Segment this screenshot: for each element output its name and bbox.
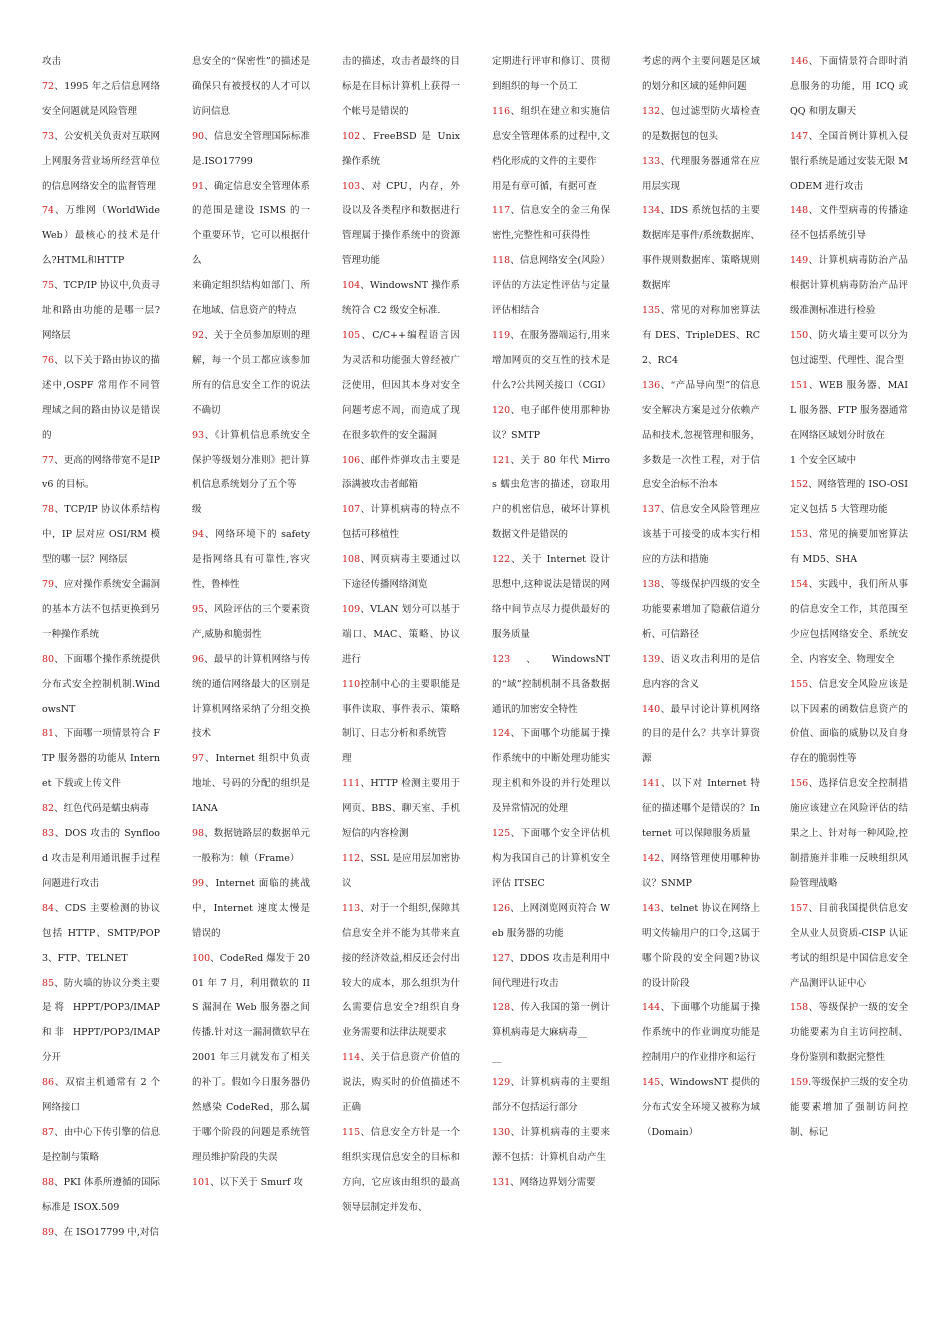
question-number: 128 xyxy=(492,1002,511,1014)
document-page xyxy=(42,50,917,1300)
question-number: 159 xyxy=(790,1077,809,1089)
text-column xyxy=(42,50,160,1246)
question-number: 118 xyxy=(492,255,511,267)
question-number: 95 xyxy=(192,603,205,615)
question-text: 、数据链路层的数据单元一般称为：帧（Frame） xyxy=(192,828,310,864)
question-text: 、信息安全方针是一个组织实现信息安全的目标和方向，它应该由组织的最高领导层制定并发布、 xyxy=(342,1126,460,1213)
question-text: 、PKI 体系所遵循的国际标准是 ISOX.509 xyxy=(42,1176,160,1213)
question-item xyxy=(192,498,310,523)
question-item xyxy=(192,125,310,175)
question-item xyxy=(342,598,460,673)
question-text: 、IDS 系统包括的主要数据库是事件/系统数据库、事件规则数据库、策略规则数据库 xyxy=(642,205,760,292)
question-item xyxy=(642,573,760,648)
question-item xyxy=(790,249,908,324)
question-number: 83 xyxy=(42,828,55,840)
question-item xyxy=(492,50,610,100)
question-item xyxy=(192,274,310,324)
question-text: 、邮件炸弹攻击主要是添满被攻击者邮箱 xyxy=(342,454,460,491)
question-text: 、文件型病毒的传播途径不包括系统引导 xyxy=(790,205,908,242)
question-item xyxy=(342,548,460,598)
question-number: 122 xyxy=(492,554,511,566)
question-text: 、代理服务器通常在应用层实现 xyxy=(642,155,760,192)
question-text: 、关于 Internet 设计思想中,这种说法是错误的网络中间节点尽力提供最好的服务质量 xyxy=(492,554,610,640)
question-item xyxy=(642,374,760,499)
question-number: 143 xyxy=(642,902,661,914)
question-number: 97 xyxy=(192,753,205,765)
question-item xyxy=(192,424,310,499)
question-text: 、计算机病毒的特点不包括可移植性 xyxy=(342,504,460,541)
question-text: 、对 CPU，内存，外设以及各类程序和数据进行管理属于操作系统中的资源管理功能 xyxy=(342,180,460,267)
question-number: 93 xyxy=(192,429,205,441)
question-item xyxy=(42,449,160,499)
question-number: 129 xyxy=(492,1077,511,1089)
question-item xyxy=(492,175,610,200)
question-number: 139 xyxy=(642,653,661,665)
question-text: 、网络边界划分需要 xyxy=(510,1176,596,1188)
question-text: __ xyxy=(492,1052,502,1064)
question-item xyxy=(492,722,610,822)
question-text: 、DDOS 攻击是利用中间代理进行攻击 xyxy=(492,952,610,989)
question-number: 140 xyxy=(642,703,661,715)
question-item xyxy=(342,772,460,847)
question-item xyxy=(642,772,760,847)
question-number: 102 xyxy=(342,130,361,142)
question-text: 、传入我国的第一例计算机病毒是大麻病毒__ xyxy=(492,1002,610,1039)
question-item xyxy=(342,449,460,499)
question-number: 124 xyxy=(492,728,511,740)
question-item xyxy=(192,648,310,748)
question-text: 、计算机病毒的主要组部分不包括运行部分 xyxy=(492,1077,610,1114)
question-item xyxy=(642,897,760,997)
question-item xyxy=(790,996,908,1071)
question-number: 121 xyxy=(492,454,511,466)
question-number: 92 xyxy=(192,329,205,341)
question-number: 157 xyxy=(790,902,809,914)
question-text: 、网页病毒主要通过以下途径传播网络浏览 xyxy=(342,554,460,591)
question-number: 145 xyxy=(642,1077,661,1089)
question-text: 、包过滤型防火墙检查的是数据包的包头 xyxy=(642,105,760,142)
question-item xyxy=(342,747,460,772)
question-number: 120 xyxy=(492,404,511,416)
question-number: 114 xyxy=(342,1052,361,1064)
question-number: 112 xyxy=(342,853,361,864)
question-item xyxy=(42,498,160,573)
question-text: 、CDS 主要检测的协议包括 HTTP、SMTP/POP3、FTP、TELNET xyxy=(42,902,160,964)
question-item xyxy=(342,847,460,897)
question-number: 80 xyxy=(42,653,55,665)
question-text: 来确定组织结构如部门、所在地域、信息资产的特点 xyxy=(192,280,310,317)
question-number: 88 xyxy=(42,1176,55,1188)
question-number: 155 xyxy=(790,678,809,690)
question-item xyxy=(42,199,160,274)
question-text: 、双宿主机通常有 2 个网络接口 xyxy=(42,1077,160,1114)
question-item xyxy=(642,1071,760,1146)
question-text: .等级保护三级的安全功能要素增加了强制访问控制、标记 xyxy=(790,1077,908,1138)
question-number: 134 xyxy=(642,205,661,217)
question-number: 131 xyxy=(492,1176,511,1188)
question-item xyxy=(642,498,760,573)
question-text: 、组织在建立和实施信息安全管理体系的过程中,文档化形成的文件的主要作 xyxy=(492,105,610,167)
question-text: 、SSL 是应用层加密协议 xyxy=(342,853,460,889)
question-item xyxy=(192,50,310,125)
question-text: 、下面哪一项情景符合 FTP 服务器的功能从 Internet 下载或上传文件 xyxy=(42,728,160,790)
question-item xyxy=(642,847,760,897)
question-item xyxy=(492,1171,610,1196)
question-number: 75 xyxy=(42,280,55,292)
question-text: 、选择信息安全控制措施应该建立在风险评估的结果之上、针对每一种风险,控制措施并非唯一反映组织风险管理战略 xyxy=(790,778,908,889)
question-number: 78 xyxy=(42,504,55,516)
question-item xyxy=(790,449,908,474)
question-text: 、电子邮件使用那种协议？SMTP xyxy=(492,404,610,441)
question-item xyxy=(42,648,160,723)
question-item xyxy=(342,498,460,548)
question-item xyxy=(42,50,160,75)
question-text: 、计算机病毒的主要来源不包括：计算机自动产生 xyxy=(492,1126,610,1163)
question-text: 定期进行评审和修订、贯彻到组织的每一个员工 xyxy=(492,56,610,92)
question-text: 、常见的摘要加密算法有 MD5、SHA xyxy=(790,529,908,566)
question-item xyxy=(192,598,310,648)
question-text: 、信息安全风险管理应该基于可接受的成本实行相应的方法和措施 xyxy=(642,504,760,566)
question-text: 、DOS 攻击的 Synflood 攻击是利用通讯握手过程问题进行攻击 xyxy=(42,828,160,889)
question-item xyxy=(492,1046,610,1071)
question-item xyxy=(192,822,310,872)
question-number: 135 xyxy=(642,305,661,317)
question-number: 156 xyxy=(790,778,809,790)
question-number: 148 xyxy=(790,205,809,217)
question-item xyxy=(642,50,760,100)
question-item xyxy=(492,1071,610,1121)
question-item xyxy=(492,897,610,947)
question-item xyxy=(492,399,610,449)
question-item xyxy=(642,100,760,150)
question-item xyxy=(342,673,460,748)
question-item xyxy=(790,897,908,997)
question-number: 74 xyxy=(42,205,55,217)
question-item xyxy=(790,324,908,374)
question-number: 141 xyxy=(642,778,661,790)
question-number: 91 xyxy=(192,180,205,192)
question-number: 126 xyxy=(492,902,511,914)
question-text: 、防火墙主要可以分为包过滤型、代理性、混合型 xyxy=(790,329,908,366)
question-text: 、FreeBSD 是 Unix 操作系统 xyxy=(342,130,460,167)
question-number: 106 xyxy=(342,454,361,466)
question-number: 81 xyxy=(42,728,55,740)
question-item xyxy=(642,698,760,773)
question-text: 、“产品导向型”的信息安全解决方案是过分依赖产品和技术,忽视管理和服务，多数是一次性工程，对于信息安全治标不治本 xyxy=(642,379,760,491)
question-text: 级 xyxy=(192,504,202,516)
question-number: 117 xyxy=(492,205,511,217)
question-number: 132 xyxy=(642,105,661,117)
question-item xyxy=(790,199,908,249)
question-item xyxy=(790,473,908,523)
question-text: 、Internet 面临的挑战中，Internet 速度太慢是错误的 xyxy=(192,877,310,939)
question-text: 、VLAN 划分可以基于端口、MAC、策略、协议进行 xyxy=(342,603,460,665)
question-text: 、确定信息安全管理体系的范围是建设 ISMS 的一个重要环节，它可以根据什么 xyxy=(192,180,310,267)
question-number: 116 xyxy=(492,105,511,117)
question-text: 、《计算机信息系统安全保护等级划分准则》把计算机信息系统划分了五个等 xyxy=(192,429,310,491)
question-text: 、最早的计算机网络与传统的通信网络最大的区别是计算机网络采纳了分组交换技术 xyxy=(192,653,310,740)
question-text: 、计算机病毒防治产品根据计算机病毒防治产品评级准测标准进行检验 xyxy=(790,255,908,317)
question-item xyxy=(492,324,610,399)
question-text: 攻击 xyxy=(42,56,62,67)
question-number: 77 xyxy=(42,454,55,466)
question-item xyxy=(192,1171,310,1196)
question-text: 、下面哪个安全评估机构为我国自己的计算机安全评估 ITSEC xyxy=(492,828,610,889)
question-item xyxy=(342,1121,460,1221)
question-text: 、由中心下传引擎的信息是控制与策略 xyxy=(42,1126,160,1163)
question-text: 、常见的对称加密算法有 DES、TripleDES、RC2、RC4 xyxy=(642,305,760,366)
question-item xyxy=(192,747,310,822)
question-number: 105 xyxy=(342,329,361,341)
question-text: 、WindowsNT 操作系统符合 C2 级安全标准. xyxy=(342,280,460,317)
question-number: 137 xyxy=(642,504,661,516)
question-item xyxy=(492,648,610,723)
question-text: 、信息安全的金三角保密性,完整性和可获得性 xyxy=(492,205,610,242)
question-number: 82 xyxy=(42,803,55,815)
question-text: 、HTTP 检测主要用于网页、BBS、聊天室、手机短信的内容检测 xyxy=(342,778,460,840)
question-item xyxy=(642,199,760,299)
question-number: 100 xyxy=(192,952,211,964)
question-text: 、语义攻击利用的是信息内容的含义 xyxy=(642,653,760,690)
question-item xyxy=(42,822,160,897)
question-item xyxy=(192,523,310,598)
question-text: 、WEB 服务器、MAIL 服务器、FTP 服务器通常在网络区域划分时放在 xyxy=(790,379,908,441)
question-text: 、TCP/IP 协议中,负责寻址和路由功能的是哪一层?网络层 xyxy=(42,280,160,341)
question-number: 87 xyxy=(42,1126,55,1138)
question-item xyxy=(492,947,610,997)
question-text: 、风险评估的三个要素资产,威胁和脆弱性 xyxy=(192,603,310,640)
question-number: 125 xyxy=(492,828,511,840)
question-item xyxy=(42,1071,160,1121)
question-text: 、以下关于路由协议的描述中,OSPF 常用作不同管理域之间的路由协议是错误的 xyxy=(42,354,160,441)
question-number: 142 xyxy=(642,853,661,864)
question-text: 、下面情景符合即时消息服务的功能，用 ICQ 或 QQ 和朋友聊天 xyxy=(790,56,908,117)
question-number: 138 xyxy=(642,579,661,591)
question-item xyxy=(492,1121,610,1171)
question-number: 72 xyxy=(42,80,55,92)
question-item xyxy=(42,972,160,1072)
question-text: 、Internet 组织中负责地址、号码的分配的组织是 IANA xyxy=(192,753,310,815)
question-text: 、下面哪个功能属于操作系统中的中断处理功能实现主机和外设的并行处理以及异常情况的处理 xyxy=(492,728,610,815)
question-item xyxy=(492,100,610,175)
question-text: 、信息安全管理国际标准是.ISO17799 xyxy=(192,130,310,167)
question-text: 、WindowsNT 的“域”控制机制不具备数据通讯的加密安全特性 xyxy=(492,653,610,715)
question-item xyxy=(342,1046,460,1121)
question-number: 149 xyxy=(790,255,809,267)
question-text: 、下面哪个功能属于操作系统中的作业调度功能是控制用户的作业排序和运行 xyxy=(642,1002,760,1064)
question-number: 123 xyxy=(492,653,511,665)
question-text: 、目前我国提供信息安全从业人员资质-CISP 认证考试的组织是中国信息安全产品测评认证中心 xyxy=(790,902,908,989)
question-item xyxy=(642,150,760,200)
question-item xyxy=(342,274,460,324)
question-text: 、CodeRed 爆发于 2001 年 7 月，利用微软的 IIS 漏洞在 Web 服务器之间传播.针对这一漏洞微软早在 2001 年三月就发布了相关的补丁。假如今日服务器仍然感染 CodeRed，那么属于哪个阶段的问题是系统管理员维护阶段的失误 xyxy=(192,952,310,1163)
question-text: 、关于信息资产价值的说法，购买时的价值描述不正确 xyxy=(342,1052,460,1114)
question-number: 136 xyxy=(642,379,661,391)
question-text: 、以下关于 Smurf 攻 xyxy=(210,1176,303,1188)
question-item xyxy=(642,648,760,698)
question-item xyxy=(342,175,460,275)
question-number: 73 xyxy=(42,130,55,142)
question-item xyxy=(492,996,610,1046)
question-number: 115 xyxy=(342,1126,361,1138)
question-number: 133 xyxy=(642,155,661,167)
question-number: 109 xyxy=(342,603,361,615)
question-item xyxy=(790,374,908,449)
question-item xyxy=(642,299,760,374)
question-number: 108 xyxy=(342,554,361,566)
question-item xyxy=(42,722,160,797)
question-text: 、等级保护一级的安全功能要素为自主访问控制、身份鉴别和数据完整性 xyxy=(790,1002,908,1064)
question-text: 、实践中，我们所从事的信息安全工作，其范围至少应包括网络安全、系统安全、内容安全、物理安全 xyxy=(790,579,908,665)
question-item xyxy=(492,822,610,897)
question-number: 84 xyxy=(42,902,55,914)
question-text: 、关于全员参加原则的理解，每一个员工都应该参加所有的信息安全工作的说法不确切 xyxy=(192,329,310,416)
question-text: 、网络环境下的 safety 是指网络具有可靠性,容灾性，鲁棒性 xyxy=(192,529,310,591)
question-number: 151 xyxy=(790,379,809,391)
question-item xyxy=(790,772,908,897)
question-number: 101 xyxy=(192,1176,211,1188)
question-item xyxy=(790,673,908,773)
question-text: 击的描述，攻击者最终的目标是在目标计算机上获得一个帐号是错误的 xyxy=(342,56,460,117)
question-text: 、最早讨论计算机网络的目的是什么？共享计算资源 xyxy=(642,703,760,765)
question-item xyxy=(42,349,160,449)
question-text: 、万维网（WorldWideWeb）最核心的技术是什么?HTML和HTTP xyxy=(42,205,160,267)
question-number: 158 xyxy=(790,1002,809,1014)
question-item xyxy=(42,125,160,200)
question-text: 理 xyxy=(342,753,352,765)
question-number: 104 xyxy=(342,280,361,292)
question-number: 86 xyxy=(42,1077,55,1089)
question-number: 127 xyxy=(492,952,511,964)
question-text: 、TCP/IP 协议体系结构中，IP 层对应 OSI/RM 模型的哪一层？网络层 xyxy=(42,504,160,566)
question-text: 、关于 80 年代 Mirros 蠕虫危害的描述，窃取用户的机密信息，破坏计算机数据文件是错误的 xyxy=(492,454,610,541)
question-text: 、公安机关负责对互联网上网服务营业场所经营单位的信息网络安全的监督管理 xyxy=(42,130,160,192)
question-item xyxy=(42,274,160,349)
question-item xyxy=(42,573,160,648)
question-text: 、更高的网络带宽不是IPv6 的目标。 xyxy=(42,454,160,491)
question-item xyxy=(342,125,460,175)
question-item xyxy=(42,897,160,972)
question-text: 1 个安全区域中 xyxy=(790,454,857,466)
question-item xyxy=(790,523,908,573)
question-text: 、防火墙的协议分类主要是将 HPPT/POP3/IMAP 和非 HPPT/POP3/IMAP 分开 xyxy=(42,977,160,1064)
question-number: 154 xyxy=(790,579,809,591)
question-number: 152 xyxy=(790,479,809,491)
question-item xyxy=(342,324,460,449)
question-text: 息安全的“保密性”的描述是确保只有被授权的人才可以访问信息 xyxy=(192,56,310,117)
question-item xyxy=(192,872,310,947)
text-column xyxy=(642,50,760,1146)
question-item xyxy=(342,50,460,125)
question-item xyxy=(790,573,908,673)
question-item xyxy=(42,1221,160,1246)
question-text: 、1995 年之后信息网络安全问题就是风险管理 xyxy=(42,80,160,117)
question-number: 90 xyxy=(192,130,205,142)
question-item xyxy=(790,50,908,125)
question-item xyxy=(192,947,310,1171)
question-text: 、在 ISO17799 中,对信 xyxy=(54,1226,159,1238)
question-item xyxy=(790,125,908,200)
text-column xyxy=(342,50,460,1221)
question-item xyxy=(42,75,160,125)
question-number: 79 xyxy=(42,579,55,591)
question-item xyxy=(642,996,760,1071)
question-text: 、应对操作系统安全漏洞的基本方法不包括更换到另一种操作系统 xyxy=(42,579,160,640)
question-text: 、在服务器端运行,用来增加网页的交互性的技术是什么?公共网关接口（CGI） xyxy=(492,329,611,391)
question-number: 144 xyxy=(642,1002,661,1014)
question-number: 153 xyxy=(790,529,809,541)
text-column xyxy=(492,50,610,1196)
question-number: 99 xyxy=(192,877,205,889)
question-number: 76 xyxy=(42,354,55,366)
question-text: 、红色代码是蠕虫病毒 xyxy=(54,803,150,815)
question-text: 、网络管理使用哪种协议？SNMP xyxy=(642,853,760,889)
question-item xyxy=(42,1171,160,1221)
question-text: 、C/C++编程语言因为灵活和功能强大曾经被广泛使用，但因其本身对安全问题考虑不周，而造成了现在很多软件的安全漏洞 xyxy=(342,329,460,441)
question-item xyxy=(42,797,160,822)
question-number: 103 xyxy=(342,180,361,192)
question-item xyxy=(492,199,610,249)
question-number: 96 xyxy=(192,653,205,665)
question-item xyxy=(192,175,310,275)
question-number: 119 xyxy=(492,329,511,341)
question-number: 98 xyxy=(192,828,205,840)
question-number: 107 xyxy=(342,504,361,516)
question-number: 146 xyxy=(790,56,809,67)
question-item xyxy=(342,897,460,1046)
question-item xyxy=(492,249,610,324)
question-text: 、信息网络安全(风险）评估的方法定性评估与定量评估相结合 xyxy=(492,255,610,317)
question-number: 110 xyxy=(342,678,361,690)
question-text: 、上网浏览网页符合 Web 服务器的功能 xyxy=(492,902,610,939)
question-text: 、对于一个组织,保障其信息安全并不能为其带来直接的经济效益,相反还会付出较大的成本，那么组织为什么需要信息安全?组织自身业务需要和法律法规要求 xyxy=(342,902,460,1039)
question-item xyxy=(492,548,610,648)
question-number: 150 xyxy=(790,329,809,341)
question-text: 、信息安全风险应该是以下因素的函数信息资产的价值、面临的威胁以及自身存在的脆弱性等 xyxy=(790,678,908,765)
text-column xyxy=(790,50,908,1146)
text-column xyxy=(192,50,310,1196)
question-item xyxy=(192,324,310,424)
question-number: 89 xyxy=(42,1226,55,1238)
question-text: 、全国首例计算机入侵银行系统是通过安装无限 MODEM 进行攻击 xyxy=(790,130,908,192)
question-text: 考虑的两个主要问题是区域的划分和区域的延伸问题 xyxy=(642,56,760,92)
question-number: 147 xyxy=(790,130,809,142)
question-text: 、网络管理的 ISO-OSI 定义包括 5 大管理功能 xyxy=(790,479,908,516)
question-text: 、WindowsNT 提供的分布式安全环境又被称为域（Domain） xyxy=(642,1077,760,1138)
question-number: 111 xyxy=(342,778,361,790)
question-number: 94 xyxy=(192,529,205,541)
question-text: 用是有章可循，有据可查 xyxy=(492,180,597,192)
question-number: 130 xyxy=(492,1126,511,1138)
question-item xyxy=(492,449,610,549)
question-number: 85 xyxy=(42,977,55,989)
question-number: 113 xyxy=(342,902,361,914)
question-text: 、telnet 协议在网络上明文传输用户的口令,这属于哪个阶段的安全问题?协议的设计阶段 xyxy=(642,902,760,989)
question-text: 、以下对 Internet 特征的描述哪个是错误的？Internet 可以保障服务质量 xyxy=(642,778,760,840)
question-text: 控制中心的主要职能是事件读取、事件表示、策略制订、日志分析和系统管 xyxy=(342,678,460,740)
question-text: 、下面哪个操作系统提供分布式安全控制机制.WindowsNT xyxy=(42,653,160,715)
question-item xyxy=(790,1071,908,1146)
question-item xyxy=(42,1121,160,1171)
question-text: 、等级保护四级的安全功能要素增加了隐蔽信道分析、可信路径 xyxy=(642,579,760,640)
